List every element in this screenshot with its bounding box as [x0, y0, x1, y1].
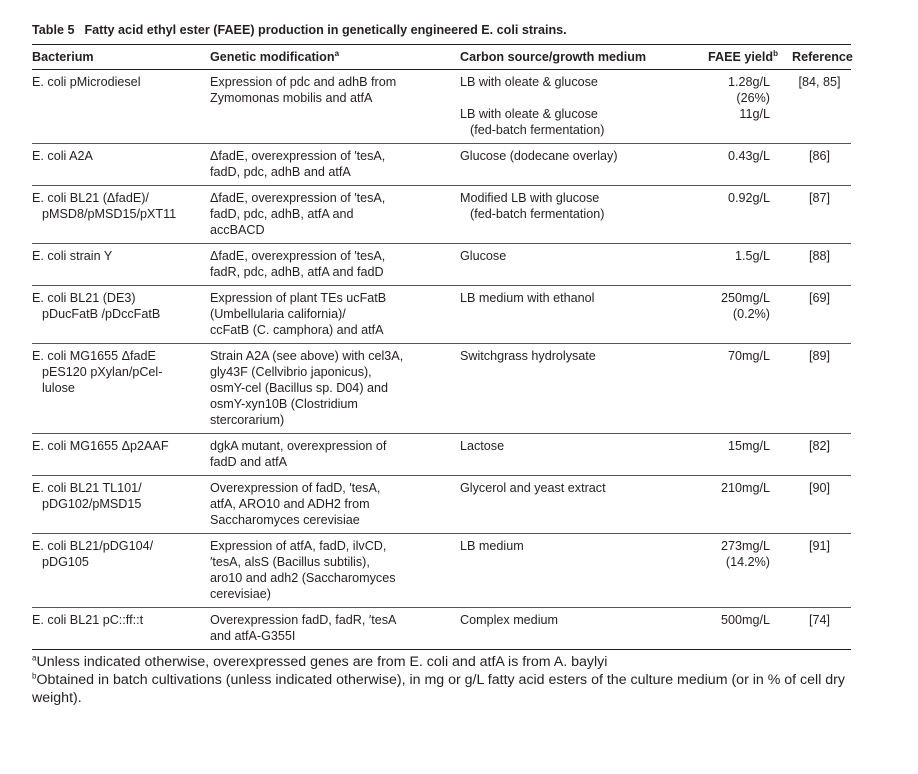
cell-line: Strain A2A (see above) with cel3A, — [210, 349, 404, 363]
cell-line: and atfA-G355I — [210, 629, 296, 643]
cell-bacterium — [32, 476, 210, 534]
cell-bacterium — [32, 286, 210, 344]
cell-genetic — [210, 476, 460, 534]
footnote-b-text: Obtained in batch cultivations (unless indicated otherwise), in mg or g/L fatty acid esters of the culture medium (or in % of cell dry weight). — [32, 672, 845, 706]
footnote-b — [32, 671, 852, 707]
cell-line: Modified LB with glucose — [460, 191, 600, 205]
cell-line: fadD and atfA — [210, 455, 288, 469]
cell-line — [460, 90, 678, 106]
cell-line: fadD, pdc, adhB, atfA and — [210, 207, 354, 221]
cell-line: Switchgrass hydrolysate — [460, 349, 596, 363]
cell-line: (Umbellularia california)/ — [210, 307, 346, 321]
cell-genetic — [210, 70, 460, 144]
cell-line: ccFatB (C. camphora) and atfA — [210, 323, 384, 337]
cell-line: E. coli A2A — [32, 149, 93, 163]
table-row — [32, 534, 851, 608]
cell-line: E. coli BL21/pDG104/ — [32, 539, 154, 553]
cell-yield — [682, 244, 792, 286]
cell-genetic — [210, 534, 460, 608]
cell-yield — [682, 286, 792, 344]
cell-line: Expression of plant TEs ucFatB — [210, 291, 387, 305]
cell-line: Complex medium — [460, 613, 558, 627]
table-body — [32, 70, 851, 650]
cell-yield — [682, 534, 792, 608]
header-genetic: Genetic modification$^a$ — [210, 45, 460, 70]
header-yield-sup: b — [773, 48, 778, 58]
cell-carbon — [460, 344, 682, 434]
cell-line: osmY-xyn10B (Clostridium — [210, 397, 358, 411]
cell-genetic — [210, 144, 460, 186]
cell-line: (26%) — [736, 91, 770, 105]
table-row — [32, 70, 851, 144]
footnote-a-mark: a — [32, 653, 37, 663]
cell-line: 1.28g/L — [727, 75, 770, 89]
cell-bacterium — [32, 434, 210, 476]
header-carbon: Carbon source/growth medium — [460, 45, 682, 70]
cell-line: 1.5g/L — [734, 249, 770, 263]
caption-label: Table 5 — [32, 23, 75, 37]
cell-line: 0.43g/L — [727, 149, 770, 163]
cell-line: Lactose — [460, 439, 505, 453]
cell-line: 250mg/L — [720, 291, 770, 305]
cell-carbon — [460, 186, 682, 244]
table-row — [32, 344, 851, 434]
table-row — [32, 608, 851, 650]
cell-line: ΔfadE, overexpression of ′tesA, — [210, 249, 386, 263]
cell-line: aro10 and adh2 (Saccharomyces — [210, 571, 396, 585]
cell-yield — [682, 344, 792, 434]
cell-reference: [88] — [792, 244, 851, 286]
cell-bacterium — [32, 534, 210, 608]
cell-yield — [682, 70, 792, 144]
cell-line: Saccharomyces cerevisiae — [210, 513, 360, 527]
cell-line: Expression of atfA, fadD, ilvCD, — [210, 539, 387, 553]
footnote-a — [32, 653, 852, 671]
cell-line: accBACD — [210, 223, 265, 237]
footnotes — [32, 653, 852, 707]
cell-line: ΔfadE, overexpression of ′tesA, — [210, 149, 386, 163]
cell-line: pES120 pXylan/pCel- — [42, 365, 163, 379]
cell-line: E. coli pMicrodiesel — [32, 75, 141, 89]
cell-reference: [74] — [792, 608, 851, 650]
cell-reference: [87] — [792, 186, 851, 244]
cell-line: gly43F (Cellvibrio japonicus), — [210, 365, 372, 379]
cell-line: pDG102/pMSD15 — [42, 497, 142, 511]
header-yield: FAEE yield$^b$ — [682, 45, 792, 70]
cell-carbon — [460, 534, 682, 608]
cell-line: fadD, pdc, adhB and atfA — [210, 165, 351, 179]
cell-genetic — [210, 434, 460, 476]
cell-carbon — [460, 476, 682, 534]
table-container — [32, 22, 852, 707]
cell-line: Glucose (dodecane overlay) — [460, 149, 618, 163]
header-genetic-sup: a — [334, 48, 340, 58]
cell-line: LB medium with ethanol — [460, 291, 595, 305]
cell-bacterium — [32, 70, 210, 144]
cell-carbon — [460, 244, 682, 286]
table-caption — [32, 22, 852, 38]
cell-line: lulose — [42, 381, 75, 395]
cell-line: pDG105 — [42, 555, 89, 569]
cell-genetic — [210, 244, 460, 286]
cell-line: (14.2%) — [725, 555, 770, 569]
cell-yield — [682, 608, 792, 650]
cell-line: 70mg/L — [727, 349, 770, 363]
faee-table — [32, 44, 851, 650]
cell-line: pMSD8/pMSD15/pXT11 — [42, 207, 177, 221]
cell-line: 11g/L — [739, 107, 770, 121]
cell-line: atfA, ARO10 and ADH2 from — [210, 497, 370, 511]
cell-reference: [69] — [792, 286, 851, 344]
cell-carbon — [460, 286, 682, 344]
cell-genetic — [210, 344, 460, 434]
cell-reference: [86] — [792, 144, 851, 186]
cell-line: 0.92g/L — [727, 191, 770, 205]
cell-reference: [91] — [792, 534, 851, 608]
cell-reference: [89] — [792, 344, 851, 434]
cell-reference: [90] — [792, 476, 851, 534]
cell-bacterium — [32, 344, 210, 434]
cell-line: Glucose — [460, 249, 507, 263]
table-row — [32, 244, 851, 286]
cell-carbon — [460, 434, 682, 476]
cell-line: 15mg/L — [727, 439, 770, 453]
cell-line: osmY-cel (Bacillus sp. D04) and — [210, 381, 389, 395]
cell-yield — [682, 144, 792, 186]
cell-line: cerevisiae) — [210, 587, 271, 601]
footnote-b-mark: b — [32, 671, 37, 681]
cell-bacterium — [32, 186, 210, 244]
cell-line: Expression of pdc and adhB from — [210, 75, 397, 89]
header-bacterium: Bacterium — [32, 45, 210, 70]
table-row — [32, 144, 851, 186]
cell-line: E. coli MG1655 ΔfadE — [32, 349, 156, 363]
cell-line: E. coli BL21 (ΔfadE)/ — [32, 191, 149, 205]
cell-line: 210mg/L — [720, 481, 770, 495]
caption-text: Fatty acid ethyl ester (FAEE) production in genetically engineered E. coli strains. — [84, 23, 567, 37]
cell-line: 273mg/L — [720, 539, 770, 553]
cell-line: dgkA mutant, overexpression of — [210, 439, 387, 453]
cell-carbon — [460, 144, 682, 186]
cell-genetic — [210, 186, 460, 244]
cell-line: LB with oleate & glucose — [460, 75, 598, 89]
table-row — [32, 286, 851, 344]
cell-bacterium — [32, 244, 210, 286]
cell-line: Overexpression fadD, fadR, ′tesA — [210, 613, 397, 627]
cell-carbon — [460, 70, 682, 144]
cell-line: (0.2%) — [732, 307, 770, 321]
table-row — [32, 434, 851, 476]
cell-line: fadR, pdc, adhB, atfA and fadD — [210, 265, 384, 279]
cell-line: LB with oleate & glucose — [460, 107, 598, 121]
cell-genetic — [210, 286, 460, 344]
cell-line: stercorarium) — [210, 413, 285, 427]
cell-yield — [682, 476, 792, 534]
header-row — [32, 45, 851, 70]
cell-line: ′tesA, alsS (Bacillus subtilis), — [210, 555, 370, 569]
cell-line: E. coli BL21 pC::ff::t — [32, 613, 144, 627]
cell-yield — [682, 186, 792, 244]
cell-line: E. coli BL21 (DE3) — [32, 291, 136, 305]
cell-yield — [682, 434, 792, 476]
cell-line: LB medium — [460, 539, 524, 553]
cell-reference: [82] — [792, 434, 851, 476]
table-row — [32, 186, 851, 244]
cell-reference: [84, 85] — [792, 70, 851, 144]
cell-line: E. coli BL21 TL101/ — [32, 481, 142, 495]
cell-genetic — [210, 608, 460, 650]
cell-carbon — [460, 608, 682, 650]
cell-bacterium — [32, 144, 210, 186]
cell-line: (fed-batch fermentation) — [470, 123, 605, 137]
cell-line: ΔfadE, overexpression of ′tesA, — [210, 191, 386, 205]
cell-line: pDucFatB /pDccFatB — [42, 307, 161, 321]
cell-line: Glycerol and yeast extract — [460, 481, 606, 495]
table-row — [32, 476, 851, 534]
cell-line: Zymomonas mobilis and atfA — [210, 91, 373, 105]
cell-line: Overexpression of fadD, ′tesA, — [210, 481, 381, 495]
cell-line: (fed-batch fermentation) — [470, 207, 605, 221]
cell-bacterium — [32, 608, 210, 650]
footnote-a-text: Unless indicated otherwise, overexpressed genes are from E. coli and atfA is from A. baylyi — [36, 654, 608, 670]
header-reference: Reference — [792, 45, 851, 70]
cell-line: 500mg/L — [720, 613, 770, 627]
cell-line: E. coli strain Y — [32, 249, 113, 263]
cell-line: E. coli MG1655 Δp2AAF — [32, 439, 169, 453]
